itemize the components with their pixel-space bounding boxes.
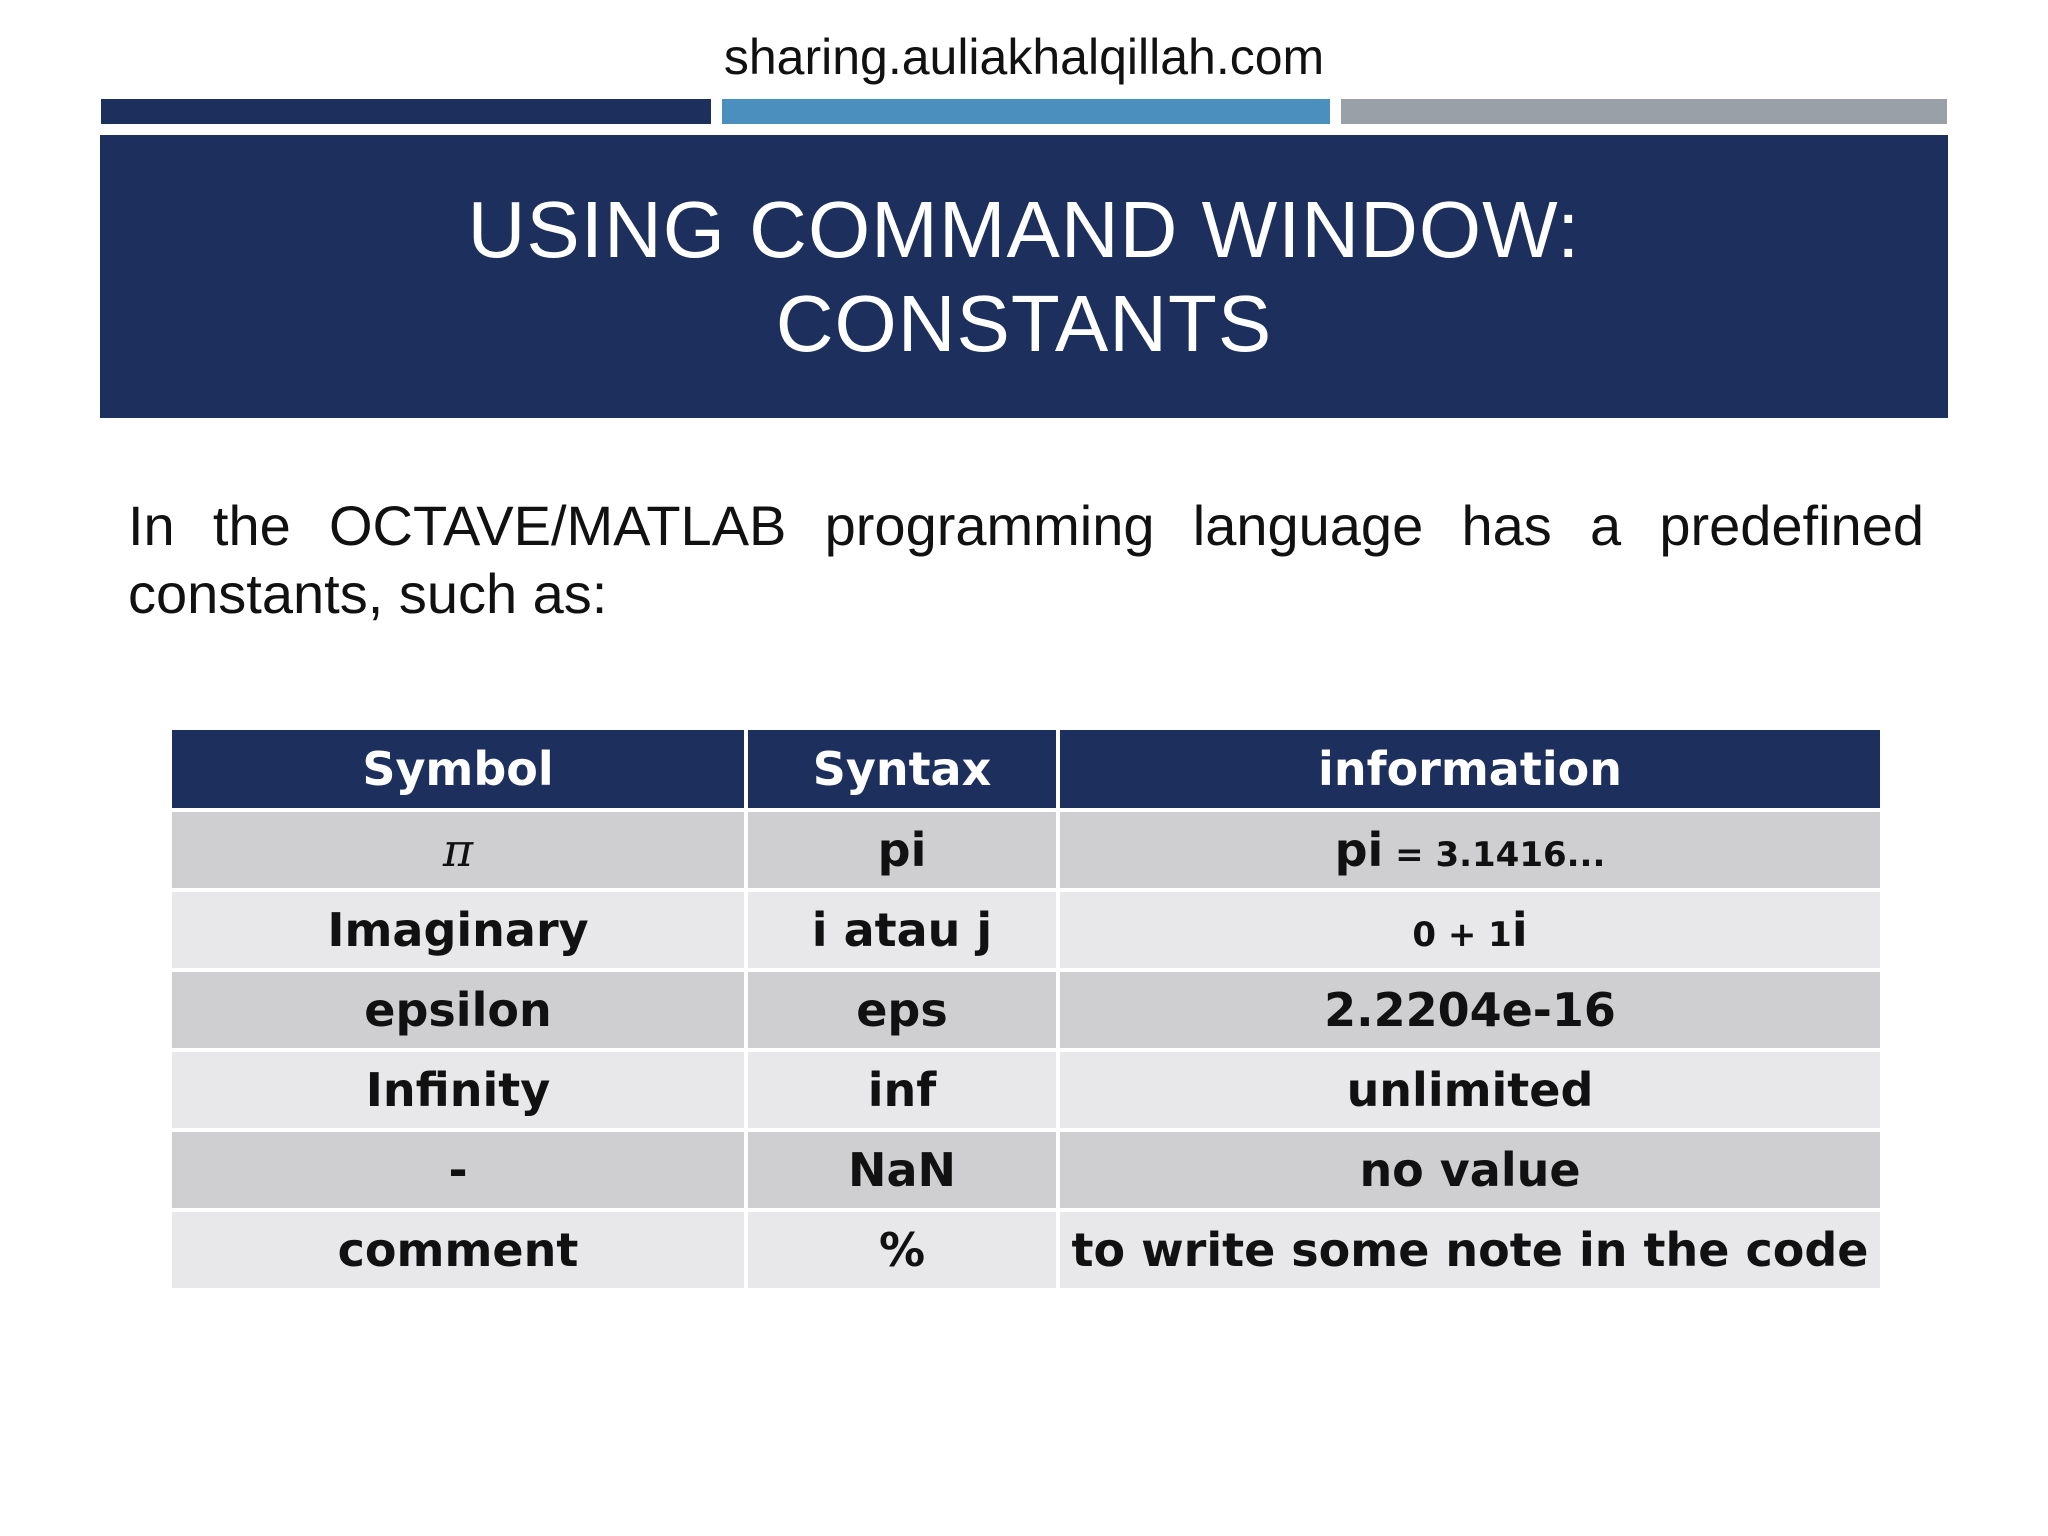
accent-bar-navy xyxy=(101,99,711,124)
cell-syntax: % xyxy=(746,1210,1058,1290)
info-main: 2.2204e-16 xyxy=(1324,983,1616,1037)
cell-symbol: - xyxy=(170,1130,746,1210)
table-header-row xyxy=(170,728,1882,810)
cell-symbol: π xyxy=(170,810,746,890)
cell-info xyxy=(1058,1050,1882,1130)
table-row xyxy=(170,1210,1882,1290)
info-main: pi xyxy=(1334,823,1384,877)
title-banner xyxy=(100,135,1948,418)
header-information: information xyxy=(1058,728,1882,810)
info-main: unlimited xyxy=(1346,1063,1594,1117)
cell-info xyxy=(1058,1210,1882,1290)
constants-table xyxy=(168,726,1884,1292)
table-row xyxy=(170,1130,1882,1210)
info-rest: i xyxy=(1511,903,1528,957)
table-row xyxy=(170,890,1882,970)
cell-info xyxy=(1058,970,1882,1050)
slide-title-line-1: USING COMMAND WINDOW: xyxy=(467,184,1581,274)
cell-symbol: epsilon xyxy=(170,970,746,1050)
cell-symbol: Infinity xyxy=(170,1050,746,1130)
header-symbol: Symbol xyxy=(170,728,746,810)
cell-syntax: i atau j xyxy=(746,890,1058,970)
site-url: sharing.auliakhalqillah.com xyxy=(723,29,1325,85)
info-rest: = 3.1416... xyxy=(1383,835,1606,875)
cell-syntax: eps xyxy=(746,970,1058,1050)
table-row xyxy=(170,810,1882,890)
accent-bar-gray xyxy=(1341,99,1947,124)
cell-symbol: Imaginary xyxy=(170,890,746,970)
cell-info xyxy=(1058,810,1882,890)
intro-paragraph: In the OCTAVE/MATLAB programming language has a predefined constants, such as: xyxy=(128,494,1924,625)
cell-syntax: inf xyxy=(746,1050,1058,1130)
cell-info xyxy=(1058,890,1882,970)
info-main: no value xyxy=(1359,1143,1581,1197)
slide-title-line-2: CONSTANTS xyxy=(775,278,1273,368)
cell-syntax: NaN xyxy=(746,1130,1058,1210)
header-syntax: Syntax xyxy=(746,728,1058,810)
cell-info xyxy=(1058,1130,1882,1210)
accent-bar-blue xyxy=(722,99,1330,124)
table-row xyxy=(170,1050,1882,1130)
table-row xyxy=(170,970,1882,1050)
info-main: 0 + 1 xyxy=(1412,915,1512,955)
info-main: to write some note in the code xyxy=(1071,1223,1869,1277)
cell-syntax: pi xyxy=(746,810,1058,890)
cell-symbol: comment xyxy=(170,1210,746,1290)
